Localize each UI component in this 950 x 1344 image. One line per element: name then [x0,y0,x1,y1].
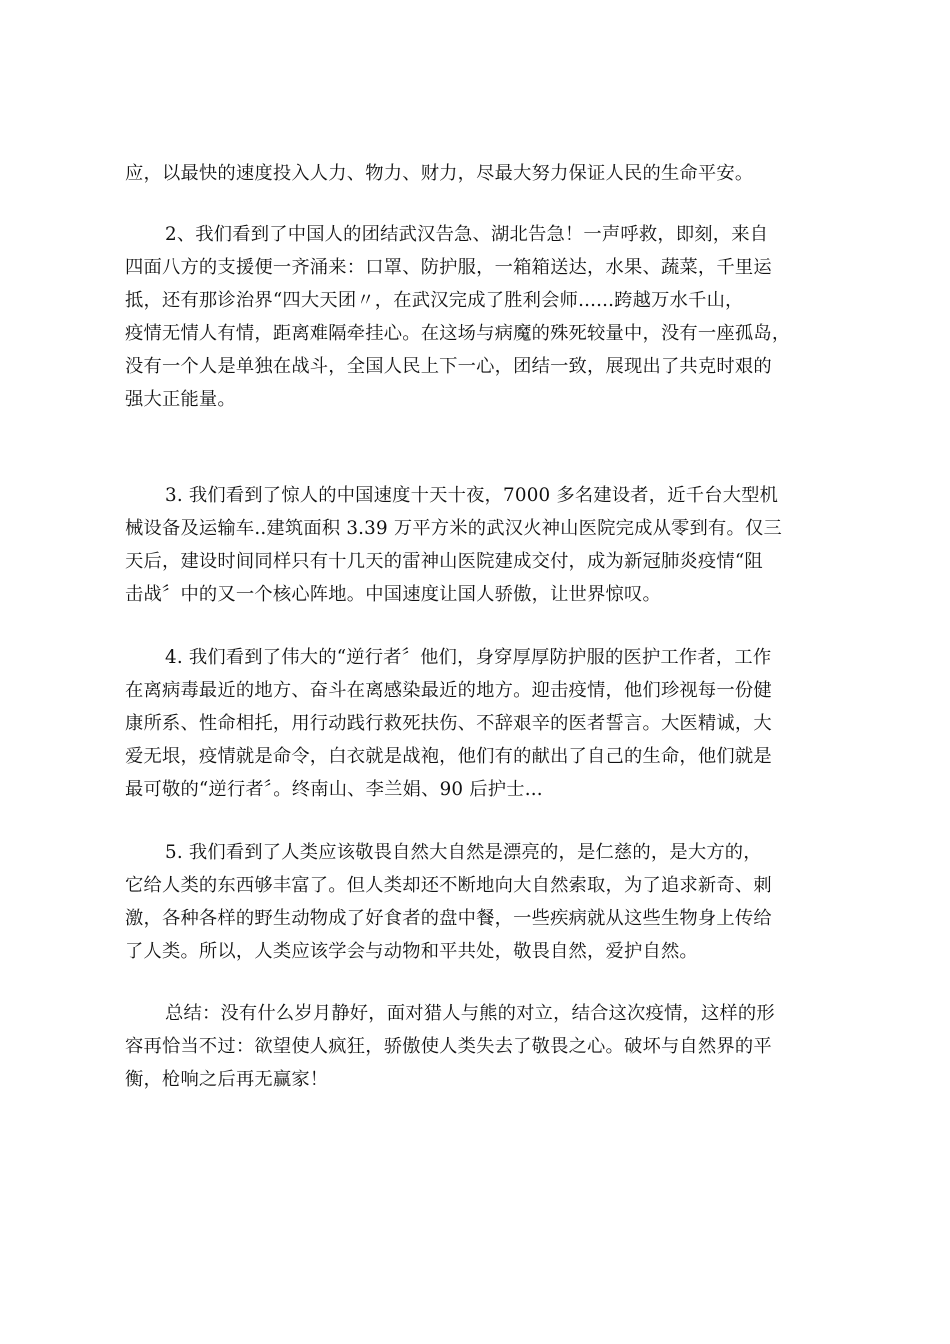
text-line: 容再恰当不过：欲望使人疯狂，骄傲使人类失去了敬畏之心。破坏与自然界的平 [125,1036,772,1057]
paragraph-point-5-nature [125,836,845,968]
text-line: 没有一个人是单独在战斗，全国人民上下一心，团结一致，展现出了共克时艰的 [125,356,772,377]
text-line: 疫情无情人有情，距离难隔牵挂心。在这场与病魔的殊死较量中，没有一座孤岛， [125,323,791,344]
text-line: 在离病毒最近的地方、奋斗在离感染最近的地方。迎击疫情，他们珍视每一份健 [125,680,772,701]
text-line: 了人类。所以，人类应该学会与动物和平共处，敬畏自然，爱护自然。 [125,941,698,962]
text-line: 强大正能量。 [125,389,236,410]
paragraph-response-continuation [125,157,845,190]
text-line: 最可敬的“逆行者〞。终南山、李兰娟、90 后护士... [125,779,543,800]
text-line: 它给人类的东西够丰富了。但人类却还不断地向大自然索取，为了追求新奇、刺 [125,875,772,896]
text-line: 2、我们看到了中国人的团结武汉告急、湖北告急！一声呼救，即刻，来自 [165,224,769,245]
paragraph-point-2-unity [125,218,845,416]
text-line: 康所系、性命相托，用行动践行救死扶伤、不辞艰辛的医者誓言。大医精诚，大 [125,713,772,734]
text-line: 天后，建设时间同样只有十几天的雷神山医院建成交付，成为新冠肺炎疫情“阻 [125,551,763,572]
text-line: 衡，枪响之后再无赢家！ [125,1069,329,1090]
text-line: 3. 我们看到了惊人的中国速度十天十夜，7000 多名建设者，近千台大型机 [165,485,779,506]
text-line: 抵，还有那诊治界“四大天团〃，在武汉完成了胜利会师......跨越万水千山， [125,290,744,311]
text-line: 4. 我们看到了伟大的“逆行者〞他们，身穿厚厚防护服的医护工作者，工作 [165,647,772,668]
text-line: 爱无垠，疫情就是命令，白衣就是战袍，他们有的献出了自己的生命，他们就是 [125,746,772,767]
text-line: 5. 我们看到了人类应该敬畏自然大自然是漂亮的，是仁慈的，是大方的， [165,842,762,863]
paragraph-point-3-china-speed [125,479,845,611]
text-line: 械设备及运输车..建筑面积 3.39 万平方米的武汉火神山医院完成从零到有。仅三 [125,518,782,539]
paragraph-summary [125,997,845,1096]
paragraph-point-4-retrogrades [125,641,845,806]
text-line: 应，以最快的速度投入人力、物力、财力，尽最大努力保证人民的生命平安。 [125,163,754,184]
text-line: 四面八方的支援便一齐涌来：口罩、防护服，一箱箱送达，水果、蔬菜，千里运 [125,257,772,278]
text-line: 激，各种各样的野生动物成了好食者的盘中餐，一些疾病就从这些生物身上传给 [125,908,772,929]
text-line: 击战〞中的又一个核心阵地。中国速度让国人骄傲，让世界惊叹。 [125,584,661,605]
text-line: 总结：没有什么岁月静好，面对猎人与熊的对立，结合这次疫情，这样的形 [165,1003,775,1024]
